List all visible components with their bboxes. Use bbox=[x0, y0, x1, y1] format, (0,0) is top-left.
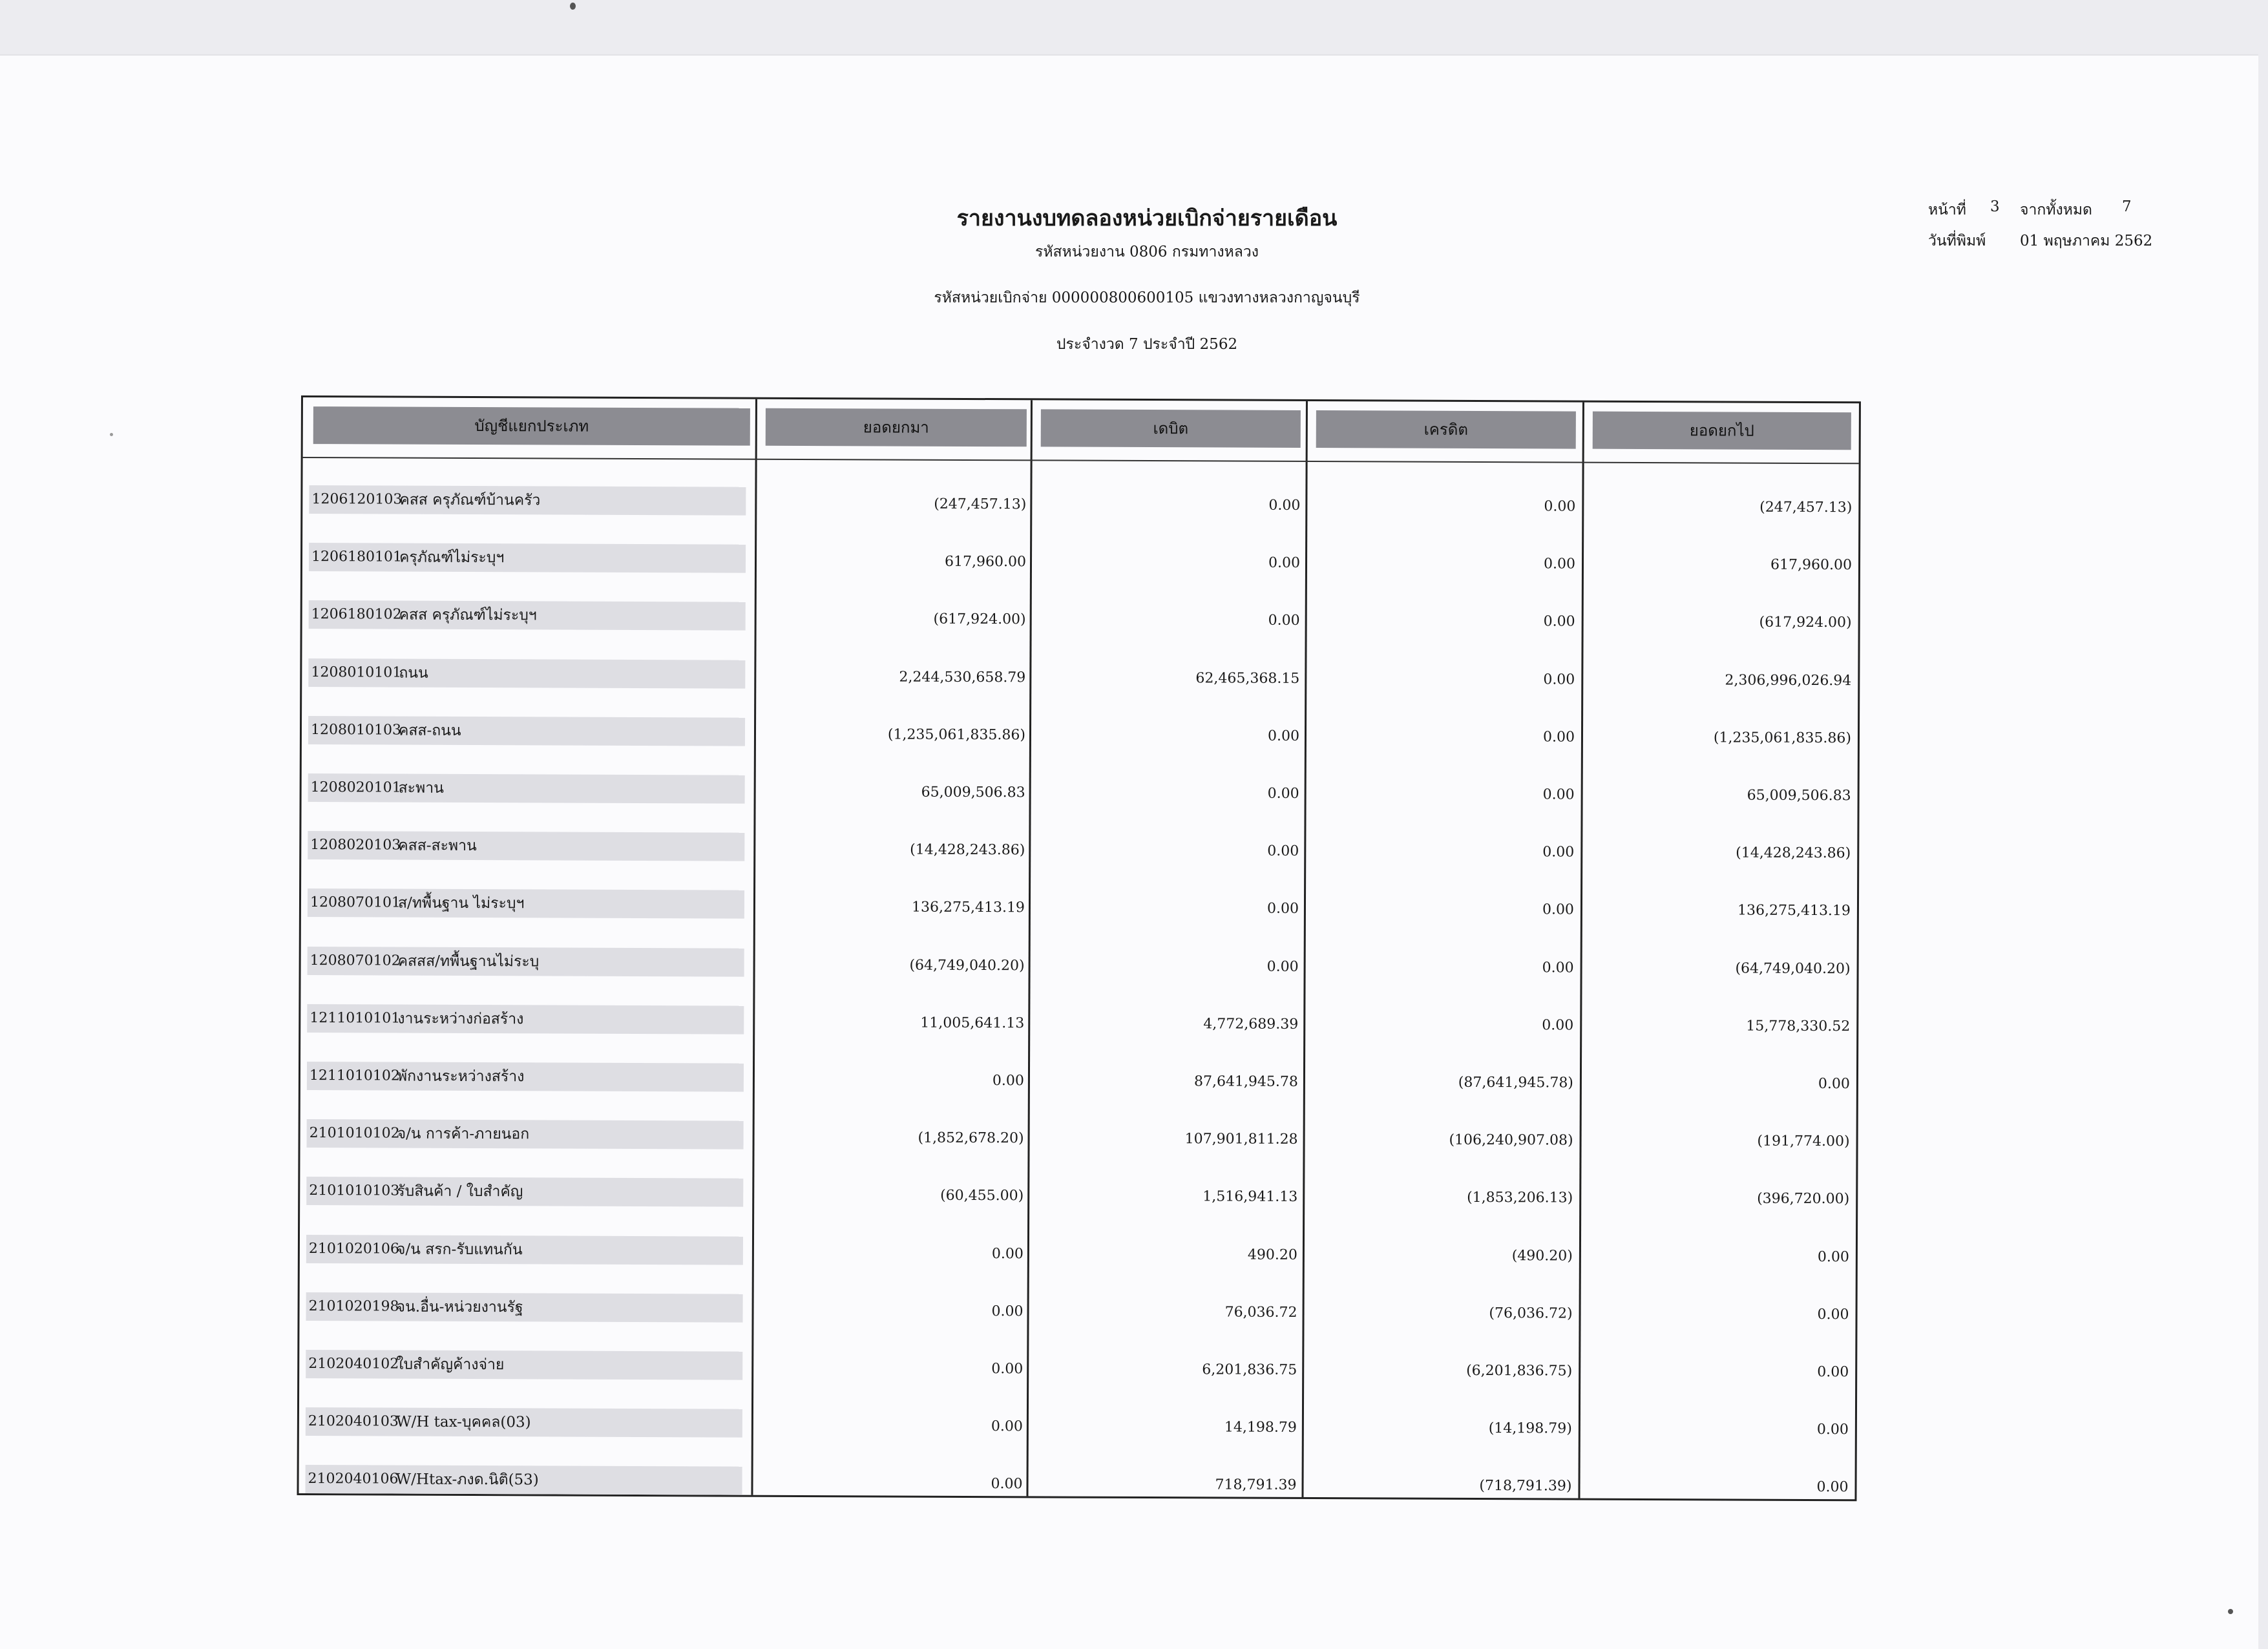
header-divider bbox=[303, 457, 1859, 464]
credit-cell: 0.00 bbox=[1542, 729, 1575, 746]
table-row bbox=[302, 758, 1858, 822]
opening-balance-cell: 0.00 bbox=[992, 1073, 1024, 1089]
debit-cell: 0.00 bbox=[1267, 728, 1300, 744]
scan-speck bbox=[570, 3, 576, 10]
opening-balance-cell: 0.00 bbox=[991, 1245, 1024, 1262]
debit-cell: 0.00 bbox=[1266, 958, 1299, 975]
header-credit: เครดิต bbox=[1316, 410, 1576, 449]
opening-balance-cell: (60,455.00) bbox=[940, 1188, 1024, 1204]
debit-cell: 490.20 bbox=[1247, 1246, 1297, 1263]
account-code: 1211010102 bbox=[309, 1067, 400, 1084]
credit-cell: 0.00 bbox=[1542, 786, 1575, 803]
account-name: W/H tax-บุคคล(03) bbox=[395, 1413, 531, 1431]
credit-cell: (76,036.72) bbox=[1489, 1305, 1573, 1322]
credit-cell: (718,791.39) bbox=[1479, 1478, 1572, 1495]
account-code: 1206180102 bbox=[311, 606, 402, 623]
credit-cell: (87,641,945.78) bbox=[1458, 1074, 1573, 1091]
opening-balance-cell: 11,005,641.13 bbox=[920, 1014, 1025, 1032]
closing-balance-cell: (617,924.00) bbox=[1759, 614, 1852, 631]
account-code: 2102040106 bbox=[308, 1471, 399, 1487]
department-line: รหัสหน่วยงาน 0806 กรมทางหลวง bbox=[1035, 244, 1259, 260]
opening-balance-cell: 0.00 bbox=[991, 1303, 1024, 1320]
table-row bbox=[299, 1449, 1854, 1513]
account-name: คสส-สะพาน bbox=[398, 837, 477, 855]
account-name: W/Htax-ภงด.นิติ(53) bbox=[395, 1471, 539, 1489]
table-row bbox=[302, 527, 1858, 591]
credit-cell: 0.00 bbox=[1543, 556, 1576, 572]
table-row bbox=[299, 1277, 1855, 1341]
debit-cell: 0.00 bbox=[1268, 613, 1300, 629]
table-row bbox=[299, 1334, 1855, 1398]
account-code: 1208070102 bbox=[310, 952, 401, 969]
debit-cell: 0.00 bbox=[1266, 901, 1299, 918]
closing-balance-cell: 65,009,506.83 bbox=[1747, 787, 1851, 804]
debit-cell: 4,772,689.39 bbox=[1203, 1016, 1299, 1033]
account-name: คสส ครุภัณฑ์ไม่ระบุฯ bbox=[399, 606, 537, 624]
account-code: 1206120103 bbox=[311, 491, 403, 508]
opening-balance-cell: 617,960.00 bbox=[945, 554, 1027, 571]
debit-cell: 718,791.39 bbox=[1215, 1476, 1297, 1494]
closing-balance-cell: 0.00 bbox=[1818, 1076, 1850, 1093]
closing-balance-cell: (191,774.00) bbox=[1757, 1133, 1850, 1150]
opening-balance-cell: 2,244,530,658.79 bbox=[899, 669, 1026, 686]
account-name: สะพาน bbox=[398, 779, 444, 797]
account-name: ถนน bbox=[399, 664, 428, 682]
closing-balance-cell: 0.00 bbox=[1816, 1479, 1849, 1496]
credit-cell: (6,201,836.75) bbox=[1466, 1362, 1573, 1380]
closing-balance-cell: (1,235,061,835.86) bbox=[1713, 730, 1852, 747]
debit-cell: 0.00 bbox=[1268, 554, 1301, 572]
opening-balance-cell: (1,235,061,835.86) bbox=[887, 726, 1026, 744]
credit-cell: 0.00 bbox=[1543, 613, 1575, 630]
account-name: คสส ครุภัณฑ์บ้านครัว bbox=[399, 491, 541, 509]
account-code: 1206180101 bbox=[311, 549, 403, 565]
opening-balance-cell: 65,009,506.83 bbox=[921, 784, 1025, 801]
account-code: 1208020101 bbox=[310, 779, 401, 796]
debit-cell: 14,198.79 bbox=[1224, 1419, 1297, 1436]
header-debit: เดบิต bbox=[1041, 409, 1301, 448]
closing-balance-cell: 2,306,996,026.94 bbox=[1725, 672, 1852, 689]
closing-balance-cell: (396,720.00) bbox=[1757, 1191, 1850, 1208]
closing-balance-cell: (64,749,040.20) bbox=[1735, 960, 1851, 977]
debit-cell: 1,516,941.13 bbox=[1202, 1188, 1298, 1206]
table-row bbox=[300, 1219, 1856, 1283]
closing-balance-cell: 0.00 bbox=[1817, 1306, 1849, 1323]
scan-speck bbox=[110, 433, 113, 436]
closing-balance-cell: 0.00 bbox=[1817, 1364, 1849, 1381]
opening-balance-cell: 0.00 bbox=[991, 1476, 1023, 1493]
opening-balance-cell: 0.00 bbox=[991, 1361, 1024, 1378]
account-code: 2102040103 bbox=[308, 1413, 399, 1430]
closing-balance-cell: 15,778,330.52 bbox=[1746, 1018, 1851, 1035]
table-row bbox=[300, 1046, 1856, 1110]
table-row bbox=[302, 700, 1858, 764]
table-row bbox=[302, 585, 1858, 649]
disbursing-unit-line: รหัสหน่วยเบิกจ่าย 000000800600105 แขวงทางหลวงกาญจนบุรี bbox=[934, 289, 1360, 306]
credit-cell: 0.00 bbox=[1543, 671, 1575, 688]
account-name: ส/ทพื้นฐาน ไม่ระบุฯ bbox=[397, 894, 525, 912]
table-row bbox=[302, 643, 1858, 707]
credit-cell: 0.00 bbox=[1542, 844, 1575, 861]
debit-cell: 107,901,811.28 bbox=[1184, 1131, 1298, 1148]
closing-balance-cell: 617,960.00 bbox=[1770, 556, 1853, 574]
account-name: รับสินค้า / ใบสำคัญ bbox=[397, 1182, 523, 1201]
account-code: 1208020103 bbox=[310, 837, 401, 854]
credit-cell: (1,853,206.13) bbox=[1467, 1190, 1573, 1206]
of-total-label: จากทั้งหมด bbox=[2020, 202, 2092, 218]
debit-cell: 76,036.72 bbox=[1224, 1304, 1297, 1321]
table-row bbox=[302, 470, 1858, 534]
account-name: ครุภัณฑ์ไม่ระบุฯ bbox=[399, 549, 505, 567]
account-name: จ/น การค้า-ภายนอก bbox=[397, 1125, 530, 1143]
account-name: คสส-ถนน bbox=[398, 722, 461, 739]
closing-balance-cell: 0.00 bbox=[1816, 1422, 1849, 1438]
account-code: 1208010101 bbox=[311, 664, 402, 681]
opening-balance-cell: (64,749,040.20) bbox=[909, 957, 1025, 974]
credit-cell: (14,198.79) bbox=[1488, 1420, 1572, 1437]
scan-speck bbox=[2228, 1609, 2233, 1614]
account-name: ใบสำคัญค้างจ่าย bbox=[396, 1356, 505, 1374]
account-name: งานระหว่างก่อสร้าง bbox=[397, 1010, 524, 1028]
print-date: 01 พฤษภาคม 2562 bbox=[2020, 233, 2153, 249]
account-code: 2101020106 bbox=[308, 1240, 399, 1257]
opening-balance-cell: (14,428,243.86) bbox=[910, 841, 1025, 859]
table-row bbox=[300, 931, 1856, 995]
header-account: บัญชีแยกประเภท bbox=[313, 406, 750, 446]
page-label: หน้าที่ bbox=[1928, 202, 1966, 218]
debit-cell: 87,641,945.78 bbox=[1193, 1073, 1298, 1090]
table-row bbox=[300, 1161, 1856, 1225]
opening-balance-cell: (617,924.00) bbox=[933, 611, 1026, 628]
closing-balance-cell: (247,457.13) bbox=[1759, 499, 1853, 516]
debit-cell: 0.00 bbox=[1267, 843, 1299, 860]
closing-balance-cell: 0.00 bbox=[1817, 1248, 1849, 1265]
credit-cell: 0.00 bbox=[1542, 959, 1574, 976]
closing-balance-cell: 136,275,413.19 bbox=[1737, 902, 1851, 919]
debit-cell: 6,201,836.75 bbox=[1202, 1361, 1297, 1378]
report-title: รายงานงบทดลองหน่วยเบิกจ่ายรายเดือน bbox=[956, 205, 1338, 231]
credit-cell: (106,240,907.08) bbox=[1449, 1132, 1573, 1149]
print-date-label: วันที่พิมพ์ bbox=[1928, 233, 1986, 249]
table-row bbox=[299, 1392, 1855, 1456]
debit-cell: 0.00 bbox=[1268, 497, 1301, 514]
account-code: 2102040102 bbox=[308, 1356, 399, 1372]
account-code: 1208010103 bbox=[310, 721, 402, 739]
account-code: 2101020198 bbox=[308, 1297, 399, 1315]
credit-cell: 0.00 bbox=[1544, 498, 1576, 515]
total-pages: 7 bbox=[2122, 198, 2132, 215]
account-code: 2101010102 bbox=[309, 1125, 400, 1142]
period-line: ประจำงวด 7 ประจำปี 2562 bbox=[1056, 336, 1238, 353]
opening-balance-cell: 136,275,413.19 bbox=[911, 899, 1025, 916]
debit-cell: 62,465,368.15 bbox=[1195, 669, 1300, 687]
account-code: 2101010103 bbox=[309, 1182, 400, 1199]
opening-balance-cell: (247,457.13) bbox=[934, 496, 1027, 513]
account-name: จ/น สรก-รับแทนกัน bbox=[396, 1241, 523, 1258]
account-name: พักงานระหว่างสร้าง bbox=[397, 1067, 525, 1086]
debit-cell: 0.00 bbox=[1267, 785, 1299, 802]
table-row bbox=[301, 815, 1857, 879]
account-name: คสสส/ทพื้นฐานไม่ระบุ bbox=[397, 952, 540, 971]
page-number: 3 bbox=[1990, 198, 2000, 215]
table-row bbox=[301, 873, 1857, 937]
trial-balance-table bbox=[297, 395, 1861, 1501]
opening-balance-cell: (1,852,678.20) bbox=[918, 1129, 1024, 1147]
header-opening-balance: ยอดยกมา bbox=[766, 408, 1027, 447]
opening-balance-cell: 0.00 bbox=[991, 1418, 1023, 1435]
credit-cell: (490.20) bbox=[1511, 1247, 1573, 1265]
closing-balance-cell: (14,428,243.86) bbox=[1736, 845, 1851, 862]
table-row bbox=[300, 1104, 1856, 1168]
credit-cell: 0.00 bbox=[1542, 1017, 1574, 1034]
table-row bbox=[300, 989, 1856, 1053]
account-name: จน.อื่น-หน่วยงานรัฐ bbox=[396, 1298, 523, 1316]
credit-cell: 0.00 bbox=[1542, 901, 1575, 918]
account-code: 1211010101 bbox=[310, 1009, 401, 1027]
header-closing-balance: ยอดยกไป bbox=[1593, 412, 1851, 450]
account-code: 1208070101 bbox=[310, 894, 401, 911]
